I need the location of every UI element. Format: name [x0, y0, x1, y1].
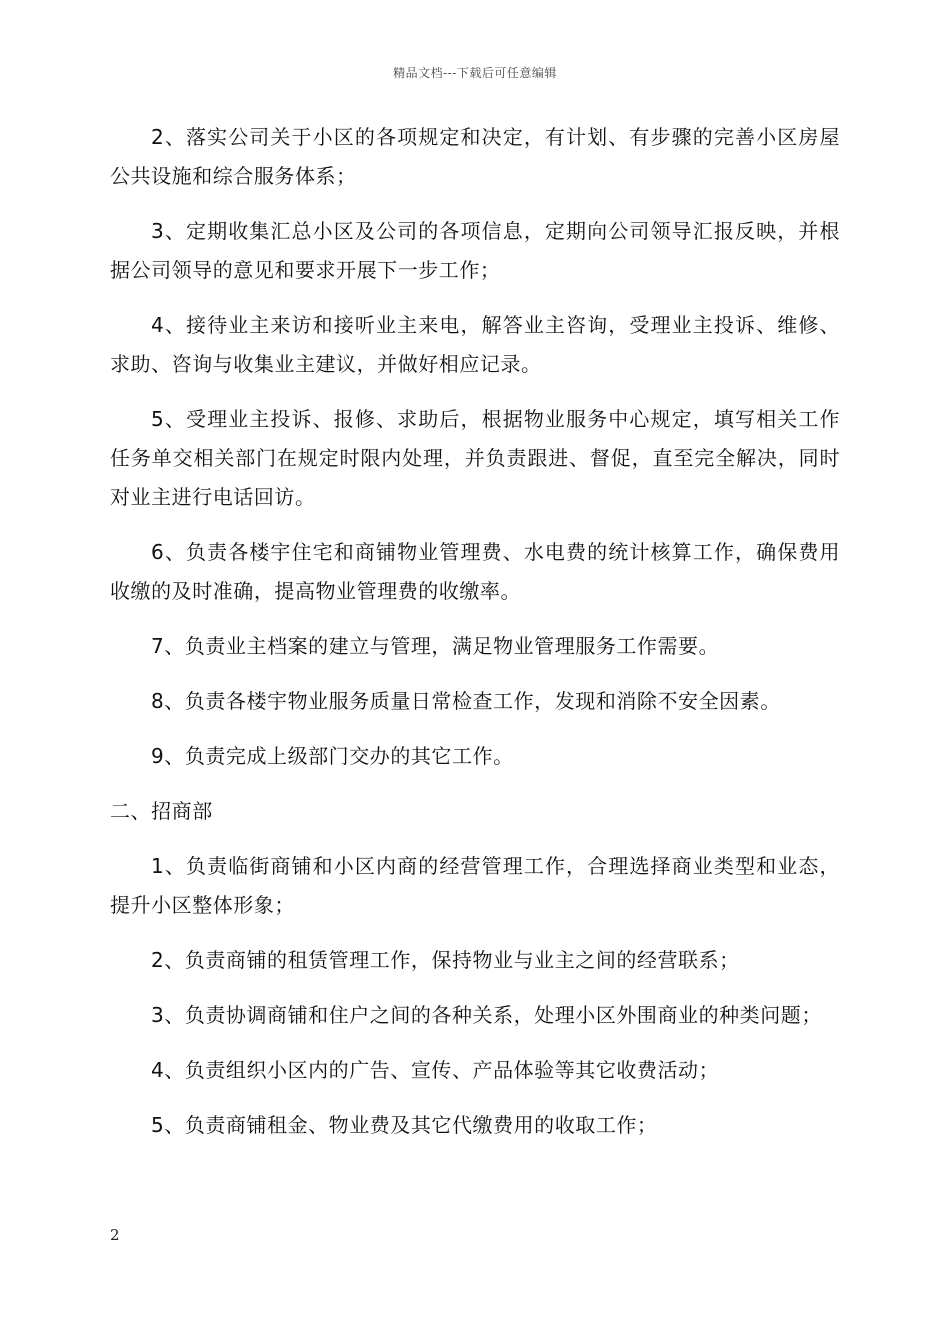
paragraph-item-3: 3、定期收集汇总小区及公司的各项信息，定期向公司领导汇报反映，并根据公司领导的意见和要求开展下一步工作；: [110, 219, 840, 282]
document-body: [110, 118, 840, 1161]
paragraph-item-8: 8、负责各楼宇物业服务质量日常检查工作，发现和消除不安全因素。: [151, 689, 781, 713]
section-heading-merchant-dept: 二、招商部: [110, 799, 213, 823]
paragraph-merchant-item-1: 1、负责临街商铺和小区内商的经营管理工作，合理选择商业类型和业态，提升小区整体形象；: [110, 854, 840, 917]
paragraph-item-9: 9、负责完成上级部门交办的其它工作。: [151, 744, 514, 768]
paragraph-item-6: 6、负责各楼宇住宅和商铺物业管理费、水电费的统计核算工作，确保费用收缴的及时准确，提高物业管理费的收缴率。: [110, 540, 840, 603]
page-number: 2: [110, 1226, 120, 1244]
paragraph-merchant-item-5: 5、负责商铺租金、物业费及其它代缴费用的收取工作；: [151, 1113, 658, 1137]
page-header: 精品文档---下载后可任意编辑: [393, 66, 557, 80]
paragraph-merchant-item-4: 4、负责组织小区内的广告、宣传、产品体验等其它收费活动；: [151, 1058, 720, 1082]
paragraph-item-5: 5、受理业主投诉、报修、求助后，根据物业服务中心规定，填写相关工作任务单交相关部门在规定时限内处理，并负责跟进、督促，直至完全解决，同时对业主进行电话回访。: [110, 407, 840, 509]
paragraph-item-4: 4、接待业主来访和接听业主来电，解答业主咨询，受理业主投诉、维修、求助、咨询与收集业主建议，并做好相应记录。: [110, 313, 840, 376]
paragraph-merchant-item-3: 3、负责协调商铺和住户之间的各种关系，处理小区外围商业的种类问题；: [151, 1003, 822, 1027]
paragraph-item-2: 2、落实公司关于小区的各项规定和决定，有计划、有步骤的完善小区房屋公共设施和综合服务体系；: [110, 125, 840, 188]
paragraph-merchant-item-2: 2、负责商铺的租赁管理工作，保持物业与业主之间的经营联系；: [151, 948, 740, 972]
paragraph-item-7: 7、负责业主档案的建立与管理，满足物业管理服务工作需要。: [151, 634, 720, 658]
